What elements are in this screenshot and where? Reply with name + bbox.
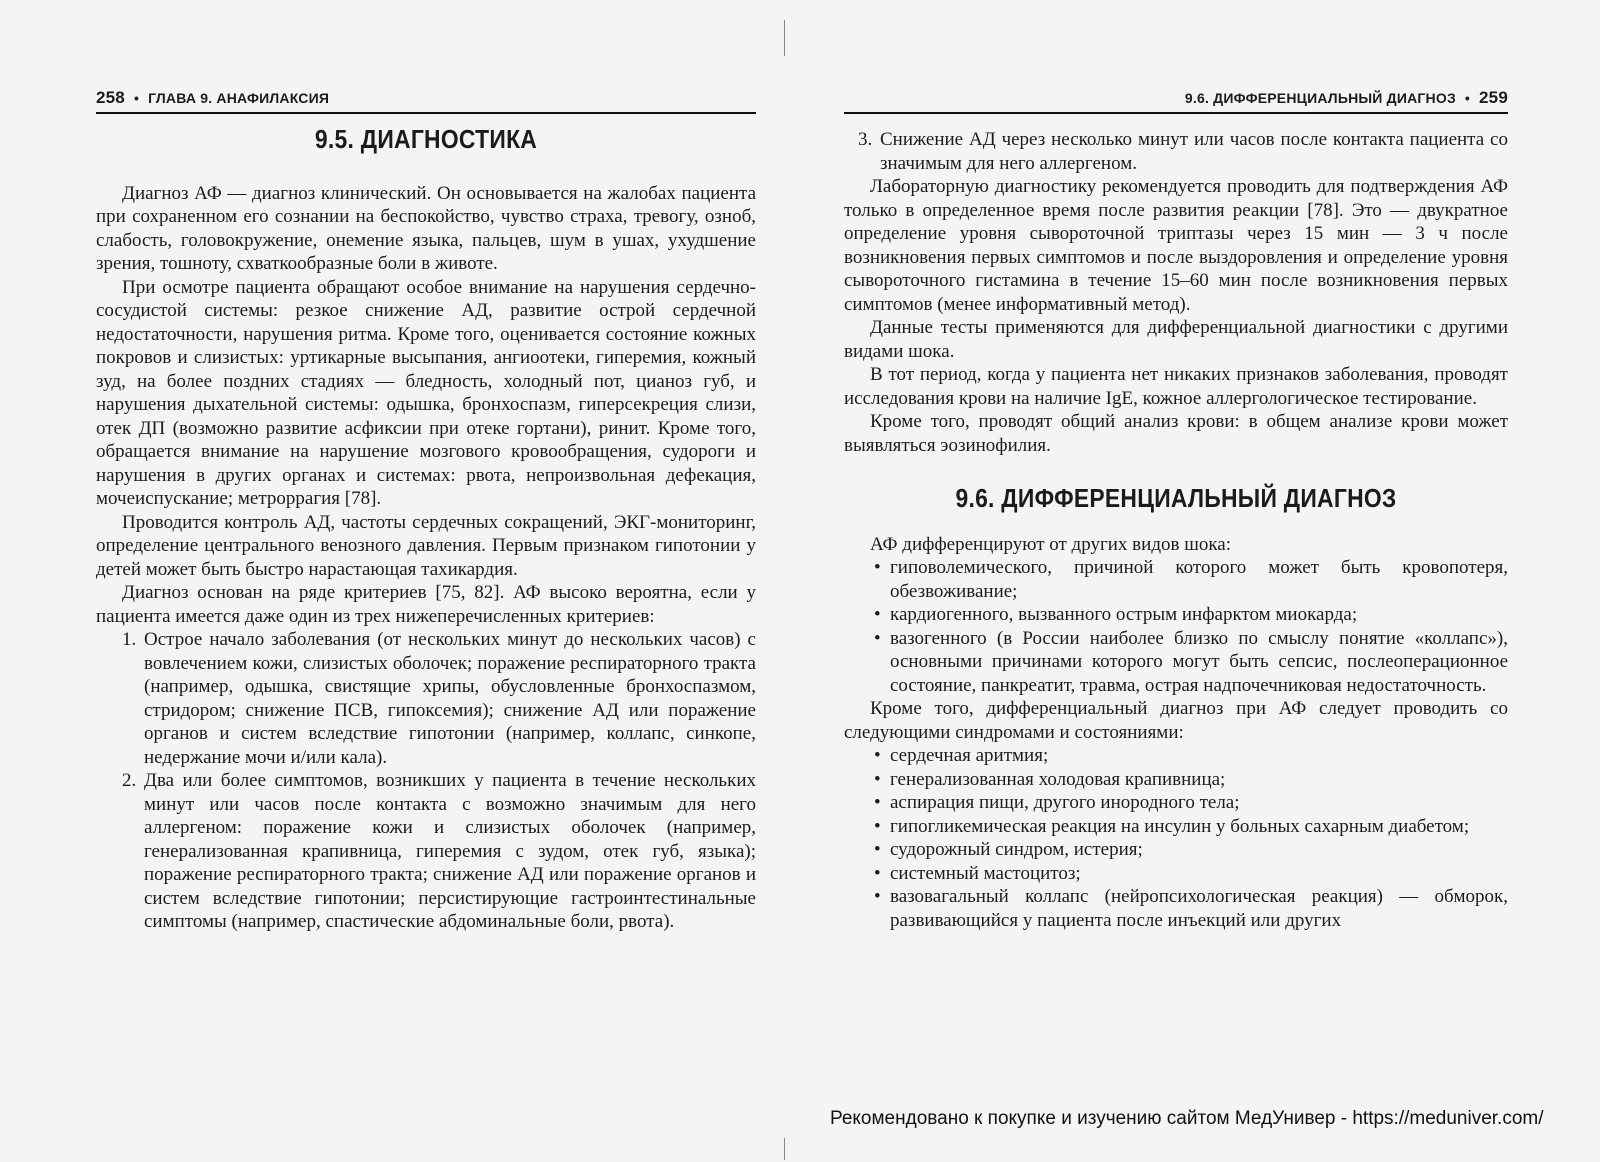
chapter-title: ГЛАВА 9. АНАФИЛАКСИЯ xyxy=(148,90,330,106)
section-heading: 9.6. ДИФФЕРЕНЦИАЛЬНЫЙ ДИАГНОЗ xyxy=(955,483,1397,513)
list-item-text: кардиогенного, вызванного острым инфарктом миокарда; xyxy=(890,604,1358,625)
bullet-icon: • xyxy=(874,557,881,578)
list-item-text: гиповолемического, причиной которого может быть кровопотеря, обезвоживание; xyxy=(890,557,1508,602)
list-item-text: вазогенного (в России наиболее близко по смыслу понятие «коллапс»), основными причинами которого могут быть сепсис, послеоперационное состояние, панкреатит, травма, острая надпочечниковая недостаточность. xyxy=(890,627,1508,696)
bullet-icon: • xyxy=(874,768,881,790)
paragraph: При осмотре пациента обращают особое внимание на нарушения сердечно-сосудистой системы: резкое снижение АД, развитие острой сердечной недостаточности, нарушения ритма. Кроме того, оценивается состояние кожных покровов и слизистых: уртикарные высыпания, ангиоотеки, гиперемия, кожный зуд, на более поздних стадиях — бледность, холодный пот, цианоз губ, и нарушения дыхательной системы: одышка, бронхоспазм, гиперсекреция слизи, отек ДП (возможно развитие асфиксии при отеке гортани), ринит. Кроме того, обращается внимание на нарушение мозгового кровообращения, судороги и нарушения в других органах и системах: рвота, непроизвольная дефекация, мочеиспускание; метроррагия [78]. xyxy=(96,276,756,509)
paragraph: В тот период, когда у пациента нет никаких признаков заболевания, проводят исследования крови на наличие IgE, кожное аллергологическое тестирование. xyxy=(844,364,1508,409)
criteria-list xyxy=(96,628,756,934)
bullet-icon: • xyxy=(874,604,881,625)
book-gutter xyxy=(784,20,785,1140)
list-item-text: системный мастоцитоз; xyxy=(890,862,1081,884)
bullet-icon: • xyxy=(874,627,881,649)
right-page-content xyxy=(844,128,1508,932)
header-separator: • xyxy=(133,90,140,106)
paragraph: Диагноз АФ — диагноз клинический. Он основывается на жалобах пациента при сохраненном его сознании на беспокойство, чувство страха, тревогу, озноб, слабость, головокружение, онемение языка, пальцев, шум в ушах, ухудшение зрения, тошноту, схваткообразные боли в животе. xyxy=(96,182,756,274)
list-item-text: Острое начало заболевания (от нескольких минут до нескольких часов) с вовлечением кожи, слизистых оболочек; поражение респираторного тракта (например, одышка, свистящие хрипы, обусловленные бронхоспазмом, стридором; снижение ПСВ, гипоксемия); снижение АД или поражение органов и систем вследствие гипотонии (например, коллапс, синкопе, недержание мочи и/или кала). xyxy=(144,629,756,768)
page-number: 259 xyxy=(1479,88,1508,107)
paragraph: Проводится контроль АД, частоты сердечных сокращений, ЭКГ-мониторинг, определение центрального венозного давления. Первым признаком гипотонии у детей может быть быстро нарастающая тахикардия. xyxy=(96,511,756,580)
list-item xyxy=(844,768,1508,792)
list-item xyxy=(844,791,1508,815)
shock-types-list xyxy=(844,556,1508,697)
list-marker: 3. xyxy=(858,129,873,150)
paragraph: Диагноз основан на ряде критериев [75, 82]. АФ высоко вероятна, если у пациента имеется даже один из трех нижеперечисленных критериев: xyxy=(96,582,756,627)
list-item-text: судорожный синдром, истерия; xyxy=(890,839,1143,860)
left-page-content xyxy=(96,124,756,934)
list-marker: 1. xyxy=(122,629,137,650)
bullet-icon: • xyxy=(874,886,881,907)
page-number: 258 xyxy=(96,88,125,107)
list-item xyxy=(844,885,1508,932)
right-running-header xyxy=(844,90,1508,114)
conditions-list xyxy=(844,744,1508,932)
list-item-text: аспирация пищи, другого инородного тела; xyxy=(890,792,1240,813)
section-running-title: 9.6. ДИФФЕРЕНЦИАЛЬНЫЙ ДИАГНОЗ xyxy=(1184,90,1456,106)
paragraph: Данные тесты применяются для дифференциальной диагностики с другими видами шока. xyxy=(844,317,1508,362)
list-item xyxy=(844,627,1508,698)
bullet-icon: • xyxy=(874,792,881,813)
paragraph: Лабораторную диагностику рекомендуется проводить для подтверждения АФ только в определенное время после развития реакции [78]. Это — двукратное определение уровня сывороточной триптазы через 15 мин — 3 ч после возникновения первых симптомов и после выздоровления и определение уровня сывороточного гистамина в течение 15–60 мин после возникновения первых симптомов (менее информативный метод). xyxy=(844,176,1508,315)
list-item-text: генерализованная холодовая крапивница; xyxy=(890,768,1226,790)
paragraph: Кроме того, дифференциальный диагноз при АФ следует проводить со следующими синдромами и состояниями: xyxy=(844,698,1508,743)
list-item-text: сердечная аритмия; xyxy=(890,745,1049,766)
list-item xyxy=(844,838,1508,862)
list-item xyxy=(844,603,1508,627)
bullet-icon: • xyxy=(874,745,881,766)
left-running-header xyxy=(96,90,756,114)
bullet-icon: • xyxy=(874,839,881,860)
list-marker: 2. xyxy=(122,770,137,791)
list-item xyxy=(844,815,1508,839)
list-item-text: вазовагальный коллапс (нейропсихологическая реакция) — обморок, развивающийся у пациента после инъекций или других xyxy=(890,886,1508,931)
list-item-text: гипогликемическая реакция на инсулин у больных сахарным диабетом; xyxy=(890,815,1470,837)
list-item xyxy=(844,862,1508,886)
watermark-text: Рекомендовано к покупке и изучению сайтом МедУнивер - https://meduniver.com/ xyxy=(830,1108,1544,1129)
list-item xyxy=(96,769,756,934)
list-item xyxy=(844,744,1508,768)
bullet-icon: • xyxy=(874,815,881,837)
list-item-text: Снижение АД через несколько минут или часов после контакта пациента со значимым для него аллергеном. xyxy=(880,129,1508,174)
list-item-text: Два или более симптомов, возникших у пациента в течение нескольких минут или часов после контакта с возможно значимым для него аллергеном: поражение кожи и слизистых оболочек (например, генерализованная крапивница, гиперемия с зудом, отек губ, языка); поражение респираторного тракта; снижение АД или поражение органов и систем вследствие гипотонии; персистирующие гастроинтестинальные симптомы (например, спастические абдоминальные боли, рвота). xyxy=(144,770,756,932)
section-heading: 9.5. ДИАГНОСТИКА xyxy=(314,124,538,154)
criteria-list-continued xyxy=(844,128,1508,175)
paragraph: АФ дифференцируют от других видов шока: xyxy=(870,533,1231,555)
list-item xyxy=(96,628,756,769)
list-item xyxy=(844,556,1508,603)
bullet-icon: • xyxy=(874,862,881,884)
list-item xyxy=(844,128,1508,175)
paragraph: Кроме того, проводят общий анализ крови: в общем анализе крови может выявляться эозинофилия. xyxy=(844,411,1508,456)
header-separator: • xyxy=(1464,90,1471,106)
